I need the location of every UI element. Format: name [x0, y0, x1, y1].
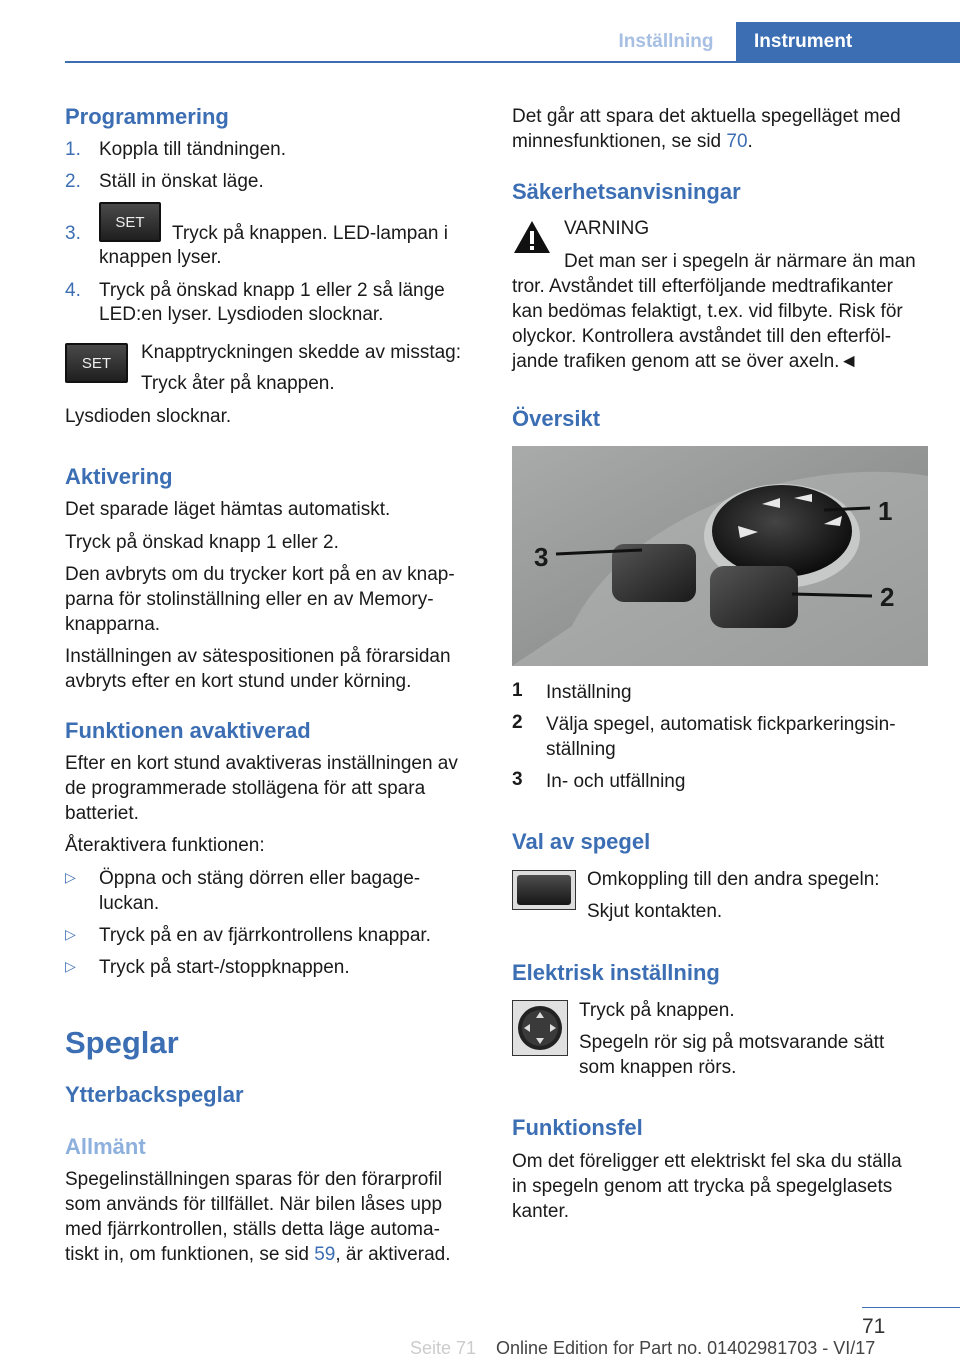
- callout-3: 3: [534, 542, 549, 572]
- bullet-text: luckan.: [99, 893, 160, 914]
- bullet-text: Tryck på en av fjärrkontrollens knappar.: [99, 925, 431, 946]
- step-num: 4.: [65, 280, 81, 301]
- step-num: 2.: [65, 171, 81, 192]
- heading-speglar: Speglar: [65, 1025, 179, 1060]
- legend-text: Välja spegel, automatisk fickparkeringsin-: [546, 714, 896, 735]
- heading-allmant: Allmänt: [65, 1134, 146, 1159]
- legend-num: 2: [512, 712, 523, 733]
- warning-icon: [512, 217, 552, 257]
- bullet-triangle-icon: ▷: [65, 926, 76, 942]
- mirror-control-photo: [512, 446, 928, 666]
- set-button-icon: [99, 202, 161, 242]
- paragraph: Tryck på knappen.: [579, 1000, 735, 1021]
- paragraph: [65, 1242, 450, 1267]
- paragraph-text: .: [747, 131, 753, 152]
- bullet-text: Öppna och stäng dörren eller bagage-: [99, 868, 421, 889]
- paragraph: knapparna.: [65, 614, 161, 635]
- heading-sakerhetsanvisningar: Säkerhetsanvisningar: [512, 179, 741, 204]
- set-label: SET: [81, 354, 112, 372]
- paragraph-text: , är aktiverad.: [335, 1244, 451, 1265]
- heading-oversikt: Översikt: [512, 406, 601, 431]
- paragraph: Om det föreligger ett elektriskt fel ska du ställa: [512, 1151, 902, 1172]
- set-button-icon: [65, 343, 128, 383]
- paragraph: Lysdioden slocknar.: [65, 406, 232, 427]
- heading-funktionsfel: Funktionsfel: [512, 1115, 643, 1140]
- paragraph: batteriet.: [65, 803, 139, 824]
- heading-aktivering: Aktivering: [65, 464, 173, 489]
- warning-text: tror. Avståndet till efterföljande medtrafikanter: [512, 276, 893, 297]
- warning-text: kan bedömas felaktigt, t.ex. vid filbyte. Risk för: [512, 301, 903, 322]
- step-text: LED:en lyser. Lysdioden slocknar.: [99, 304, 384, 325]
- paragraph-text: tiskt in, om funktionen, se sid: [65, 1244, 315, 1265]
- step-num: 3.: [65, 223, 81, 244]
- warning-text: Det man ser i spegeln är närmare än man: [564, 251, 916, 272]
- legend-text: ställning: [546, 739, 616, 760]
- callout-1: 1: [878, 496, 893, 526]
- heading-ytterbackspeglar: Ytterbackspeglar: [65, 1082, 244, 1107]
- step-text: Koppla till tändningen.: [99, 139, 286, 160]
- bullet-text: Tryck på start-/stoppknappen.: [99, 957, 350, 978]
- step-text: knappen lyser.: [99, 247, 222, 268]
- footer-edition: Online Edition for Part no. 01402981703 - VI/17: [496, 1338, 876, 1358]
- warning-text: jande trafiken genom att se över axeln.◄: [512, 351, 859, 372]
- page-link-70[interactable]: 70: [726, 131, 748, 152]
- heading-programmering: Programmering: [65, 104, 229, 129]
- note-text: Tryck åter på knappen.: [141, 373, 335, 394]
- page-link-59[interactable]: 59: [314, 1244, 336, 1265]
- callout-2: 2: [880, 582, 895, 612]
- tab-instrument[interactable]: Instrument: [736, 22, 960, 62]
- footer-watermark: Seite 71: [410, 1338, 477, 1358]
- heading-funktionen-avaktiverad: Funktionen avaktiverad: [65, 718, 311, 743]
- step-num: 1.: [65, 139, 81, 160]
- paragraph: Återaktivera funktionen:: [65, 835, 265, 856]
- note-text: Knapptryckningen skedde av misstag:: [141, 342, 462, 363]
- warning-title: VARNING: [564, 218, 650, 239]
- step-text: Tryck på önskad knapp 1 eller 2 så länge: [99, 280, 445, 301]
- set-label: SET: [115, 213, 145, 231]
- step-text: Tryck på knappen. LED-lampan i: [172, 223, 448, 244]
- tab-installning[interactable]: Inställning: [596, 22, 736, 62]
- legend-text: Inställning: [546, 682, 632, 703]
- paragraph: Det går att spara det aktuella spegelläget med: [512, 106, 901, 127]
- paragraph: Inställningen av sätespositionen på förarsidan: [65, 646, 451, 667]
- paragraph: med fjärrkontrollen, ställs detta läge automa-: [65, 1219, 440, 1240]
- paragraph: de programmerade stollägena för att spara: [65, 778, 426, 799]
- paragraph: Spegelinställningen sparas för den förarprofil: [65, 1169, 443, 1190]
- paragraph: avbryts efter en kort stund under körning.: [65, 671, 412, 692]
- legend-num: 3: [512, 769, 523, 790]
- header-rule: [65, 61, 960, 63]
- heading-val-av-spegel: Val av spegel: [512, 829, 651, 854]
- paragraph: [512, 129, 753, 154]
- page-number: 71: [862, 1315, 886, 1338]
- paragraph: Tryck på önskad knapp 1 eller 2.: [65, 532, 339, 553]
- footer-rule: [862, 1307, 960, 1308]
- paragraph: Skjut kontakten.: [587, 901, 723, 922]
- paragraph: kanter.: [512, 1201, 570, 1222]
- bullet-triangle-icon: ▷: [65, 958, 76, 974]
- paragraph: Efter en kort stund avaktiveras inställningen av: [65, 753, 458, 774]
- legend-text: In- och utfällning: [546, 771, 686, 792]
- paragraph: Det sparade läget hämtas automatiskt.: [65, 499, 391, 520]
- warning-text: olyckor. Kontrollera avståndet till den efterföl-: [512, 326, 892, 347]
- adjust-knob-icon: [512, 1000, 568, 1056]
- mirror-switch-icon: [512, 870, 576, 910]
- paragraph: som knappen rörs.: [579, 1057, 737, 1078]
- paragraph: parna för stolinställning eller en av Memory-: [65, 589, 434, 610]
- heading-elektrisk-installning: Elektrisk inställning: [512, 960, 720, 985]
- paragraph-text: minnesfunktionen, se sid: [512, 131, 727, 152]
- step-text: Ställ in önskat läge.: [99, 171, 264, 192]
- paragraph: in spegeln genom att trycka på spegelglasets: [512, 1176, 893, 1197]
- paragraph: Den avbryts om du trycker kort på en av knap-: [65, 564, 455, 585]
- paragraph: Spegeln rör sig på motsvarande sätt: [579, 1032, 885, 1053]
- switch-body: [517, 875, 571, 905]
- paragraph: som används för tillfället. När bilen låses upp: [65, 1194, 443, 1215]
- paragraph: Omkoppling till den andra spegeln:: [587, 869, 880, 890]
- bullet-triangle-icon: ▷: [65, 869, 76, 885]
- legend-num: 1: [512, 680, 523, 701]
